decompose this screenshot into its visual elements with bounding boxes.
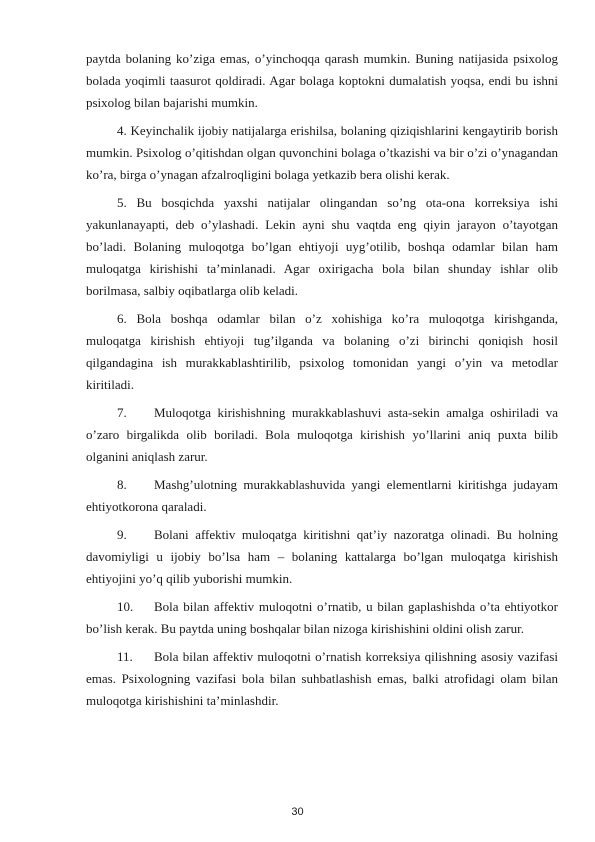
- paragraph-6: 6. Bola boshqa odamlar bilan o’z xohishiga ko’ra muloqotga kirishganda, muloqatga kirishish ehtiyoji tug’ilganda va bolaning o’zi birinchi qoniqish hosil qilgandagina ish murakkablashtirilib, psixolog tomonidan yangi o’yin va metodlar kiritiladi.: [86, 311, 558, 392]
- numbered-item-7: [86, 402, 558, 468]
- item-number: 8.: [117, 477, 127, 492]
- numbered-item-11: [86, 646, 558, 712]
- paragraph-4: 4. Keyinchalik ijobiy natijalarga erishilsa, bolaning qiziqishlarini kengaytirib borish mumkin. Psixolog o’qitishdan olgan quvonchini bolaga o’tkazishi va bir o’zi o’ynagandan ko’ra, birga o’ynagan afzalroqligini bolaga yetkazib bera olishi kerak.: [86, 123, 558, 182]
- page-number: 30: [291, 806, 304, 818]
- numbered-item-10: [86, 596, 558, 640]
- item-text: Mashg’ulotning murakkablashuvida yangi elementlarni kiritishga judayam ehtiyotkorona qaraladi.: [86, 477, 558, 514]
- numbered-item-9: [86, 524, 558, 590]
- item-number: 10.: [117, 599, 134, 614]
- item-text: Bola bilan affektiv muloqotni o’rnatib, u bilan gaplashishda o’ta ehtiyotkor bo’lish kerak. Bu paytda uning boshqalar bilan nizoga kirishishini oldini olish zarur.: [86, 599, 558, 636]
- document-body: [86, 48, 558, 718]
- item-text: Bola bilan affektiv muloqotni o’rnatish korreksiya qilishning asosiy vazifasi emas. Psixologning vazifasi bola bilan suhbatlashish emas, balki atrofidagi olam bilan muloqotga kirishishini ta’minlashdir.: [86, 649, 558, 708]
- item-number: 11.: [117, 649, 133, 664]
- paragraph-continuation: paytda bolaning ko’ziga emas, o’yinchoqqa qarash mumkin. Buning natijasida psixolog bolada yoqimli taasurot qoldiradi. Agar bolaga koptokni dumalatish yoqsa, endi bu ishni psixolog bilan bajarishi mumkin.: [86, 51, 558, 110]
- paragraph-5: 5. Bu bosqichda yaxshi natijalar olingandan so’ng ota-ona korreksiya ishi yakunlanayapti, deb o’ylashadi. Lekin ayni shu vaqtda eng qiyin jarayon o’tayotgan bo’ladi. Bolaning muloqotga bo’lgan ehtiyoji uyg’otilib, boshqa odamlar bilan ham muloqatga kirishishi ta’minlanadi. Agar oxirigacha bola bilan shunday ishlar olib borilmasa, salbiy oqibatlarga olib keladi.: [86, 195, 558, 298]
- item-number: 9.: [117, 527, 127, 542]
- item-text: Muloqotga kirishishning murakkablashuvi asta-sekin amalga oshiriladi va o’zaro birgalikda olib boriladi. Bola muloqotga kirishish yo’llarini aniq puxta bilib olganini aniqlash zarur.: [86, 405, 558, 464]
- item-text: Bolani affektiv muloqatga kiritishni qat’iy nazoratga olinadi. Bu holning davomiyligi u ijobiy bo’lsa ham – bolaning kattalarga bo’lgan muloqatga kirishish ehtiyojini yo’q qilib yuborishi mumkin.: [86, 527, 558, 586]
- item-number: 7.: [117, 405, 127, 420]
- numbered-item-8: [86, 474, 558, 518]
